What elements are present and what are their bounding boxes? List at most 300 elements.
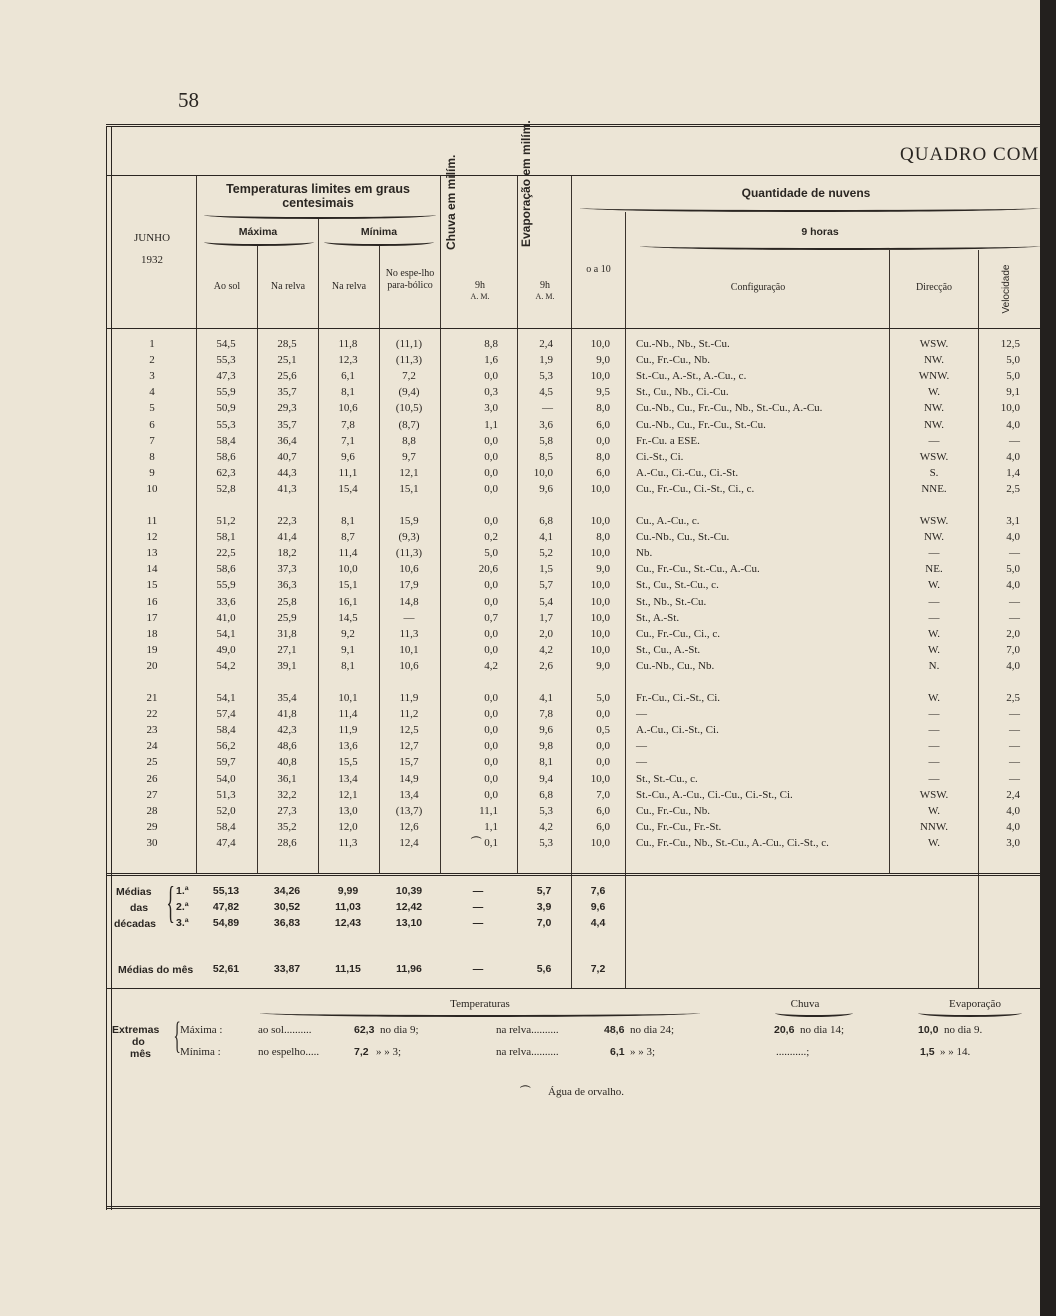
cell-esp: 14,8 xyxy=(399,595,419,608)
cell-rmax: 22,3 xyxy=(277,515,297,527)
cell-cfg: Cu.-Nb., Cu., St.-Cu. xyxy=(636,531,730,544)
medias-label-1: Médias xyxy=(116,886,152,898)
table-row xyxy=(0,740,1040,756)
month-rmax: 33,87 xyxy=(273,963,301,975)
cell-q: 6,0 xyxy=(596,804,610,817)
cell-sol: 58,4 xyxy=(216,434,236,447)
cell-dir: WSW. xyxy=(919,515,949,527)
cell-q: 10,0 xyxy=(590,482,610,495)
cell-vel: 2,5 xyxy=(1006,482,1020,495)
cell-esp: 11,3 xyxy=(399,627,419,640)
cell-q: 0,5 xyxy=(596,724,610,737)
cell-q: 8,0 xyxy=(596,402,610,415)
cell-sol: 47,4 xyxy=(216,836,236,849)
cell-esp: 12,7 xyxy=(399,740,419,753)
cell-ev: 6,8 xyxy=(539,788,553,801)
decade-esp: 10,39 xyxy=(395,885,423,897)
cell-cfg: Cu.-Nb., Cu., Nb. xyxy=(636,659,715,672)
evaporacao-brace xyxy=(918,1009,1022,1017)
month-q: 7,2 xyxy=(590,963,606,975)
espelho-heading: No espe-lho para-bólico xyxy=(385,268,435,291)
cell-vel: 3,0 xyxy=(1006,836,1020,849)
table-row xyxy=(0,402,1040,418)
cell-ev: 4,2 xyxy=(539,643,553,656)
cell-dir: NW. xyxy=(923,418,945,431)
cell-d: 24 xyxy=(146,740,158,753)
table-row xyxy=(0,869,1040,885)
cell-dir: WSW. xyxy=(919,450,949,463)
decade-row xyxy=(0,917,1040,933)
cell-rmax: 25,9 xyxy=(277,611,297,624)
cell-rmax: 36,1 xyxy=(277,772,297,785)
max-ao-sol-day: no dia 9; xyxy=(380,1024,419,1036)
cell-esp: (11,1) xyxy=(395,338,423,350)
cell-cfg: Fr.-Cu. a ESE. xyxy=(636,434,700,447)
cell-rmax: 35,7 xyxy=(277,386,297,399)
cell-dir: W. xyxy=(927,804,941,817)
cell-rmin: 8,7 xyxy=(341,531,355,544)
extremas-chuva-heading: Chuva xyxy=(790,998,820,1010)
cell-cfg: Cu., Fr.-Cu., Nb., St.-Cu., A.-Cu., Ci.-St., c. xyxy=(636,836,829,849)
extremas-maxima-label: Máxima : xyxy=(180,1024,223,1036)
cell-ch: 0,0 xyxy=(484,788,498,801)
cell-esp: (8,7) xyxy=(398,418,420,431)
cell-q: 5,0 xyxy=(596,692,610,704)
cell-sol: 58,6 xyxy=(216,450,236,463)
decade-sol: 54,89 xyxy=(212,917,240,929)
cell-ch: 0,0 xyxy=(484,466,498,479)
cell-d: 6 xyxy=(149,418,155,431)
cell-rmin: 13,4 xyxy=(338,772,358,785)
chuva-max-day: no dia 14; xyxy=(800,1024,844,1036)
cell-rmax: 28,6 xyxy=(277,836,297,849)
cell-ch: 0,0 xyxy=(484,370,498,383)
chuva-max-value: 20,6 xyxy=(774,1024,795,1036)
cell-q: 0,0 xyxy=(596,756,610,769)
cell-vel: — xyxy=(1009,611,1020,624)
cell-ev: 1,7 xyxy=(539,611,553,624)
cell-sol: 59,7 xyxy=(216,756,236,769)
decade-sol: 47,82 xyxy=(212,901,240,913)
cell-d: 22 xyxy=(146,708,158,721)
cell-dir: — xyxy=(928,547,940,560)
cell-dir: WNW. xyxy=(918,370,950,383)
cell-vel: — xyxy=(1009,708,1020,721)
cell-dir: W. xyxy=(927,643,941,656)
na-relva-max-heading: Na relva xyxy=(270,281,306,292)
cell-ev: — xyxy=(542,402,553,415)
cell-ch: 0,2 xyxy=(484,531,498,544)
extremas-brace: { xyxy=(173,1015,181,1057)
decade-rmax: 30,52 xyxy=(273,901,301,913)
cell-sol: 41,0 xyxy=(216,611,236,624)
evap-am: A. M. xyxy=(535,292,555,301)
table-row xyxy=(0,386,1040,402)
cell-q: 10,0 xyxy=(590,836,610,849)
decade-rmin: 12,43 xyxy=(334,917,362,929)
cell-ch: 0,0 xyxy=(484,756,498,769)
table-bottom-border xyxy=(106,1206,1040,1209)
medias-brace: { xyxy=(166,878,175,927)
cell-cfg: Ci.-St., Ci. xyxy=(636,450,684,463)
table-row xyxy=(0,354,1040,370)
cell-sol: — xyxy=(220,869,232,881)
cell-esp: 11,9 xyxy=(399,692,419,704)
decade-q: 7,6 xyxy=(590,885,606,897)
cell-rmax: 31,8 xyxy=(277,627,297,640)
table-row xyxy=(0,419,1040,435)
cell-esp: (11,3) xyxy=(395,354,423,367)
cell-rmax: 28,5 xyxy=(277,338,297,350)
cell-rmin: 14,5 xyxy=(338,611,358,624)
cell-ev: 4,2 xyxy=(539,820,553,833)
table-row xyxy=(0,338,1040,354)
temperature-group-heading: Temperaturas limites em graus centesimais xyxy=(226,182,410,210)
extremas-minima-label: Mínima : xyxy=(180,1046,221,1058)
max-ao-sol-value: 62,3 xyxy=(354,1024,375,1036)
cell-sol: 54,2 xyxy=(216,659,236,672)
cell-rmin: — xyxy=(342,869,354,881)
cell-q: 9,0 xyxy=(596,354,610,367)
cell-esp: 13,4 xyxy=(399,788,419,801)
cell-cfg: St., Nb., St.-Cu. xyxy=(636,595,707,608)
maxima-heading: Máxima xyxy=(238,226,278,238)
cell-q: 9,5 xyxy=(596,386,610,399)
cell-sol: 58,4 xyxy=(216,724,236,737)
cell-ev: 2,0 xyxy=(539,627,553,640)
cell-ev: 8,5 xyxy=(539,450,553,463)
cell-rmax: 42,3 xyxy=(277,724,297,737)
table-row xyxy=(0,515,1040,531)
cell-rmin: 11,4 xyxy=(338,547,358,560)
cell-q: 6,0 xyxy=(596,418,610,431)
configuracao-heading: Configuração xyxy=(730,282,786,293)
cell-cfg: Cu., Fr.-Cu., St.-Cu., A.-Cu. xyxy=(636,563,760,576)
cell-d: 1 xyxy=(149,338,155,350)
cell-rmin: 9,6 xyxy=(341,450,355,463)
cell-dir: N. xyxy=(928,659,940,672)
cell-esp: 8,8 xyxy=(402,434,416,447)
decade-row xyxy=(0,901,1040,917)
cell-dir: W. xyxy=(927,579,941,592)
cell-rmax: 35,4 xyxy=(277,692,297,704)
cell-dir: — xyxy=(928,708,940,721)
cell-sol: 49,0 xyxy=(216,643,236,656)
cell-ch: 8,8 xyxy=(484,338,498,350)
cell-dir: WSW. xyxy=(919,788,949,801)
cell-cfg: Cu.-Nb., Cu., Fr.-Cu., Nb., St.-Cu., A.-Cu. xyxy=(636,402,823,415)
decade-ch: — xyxy=(472,901,484,913)
evap-min-value: 1,5 xyxy=(920,1046,935,1058)
decade-rmax: 36,83 xyxy=(273,917,301,929)
cell-vel: 5,0 xyxy=(1006,563,1020,576)
evap-min-day: » » 14. xyxy=(940,1046,971,1058)
table-row xyxy=(0,563,1040,579)
decade-ch: — xyxy=(472,885,484,897)
cell-vel: 4,0 xyxy=(1006,804,1020,817)
cell-rmax: 36,4 xyxy=(277,434,297,447)
table-row xyxy=(0,789,1040,805)
cell-rmax: 48,6 xyxy=(277,740,297,753)
cell-esp: (9,3) xyxy=(398,531,420,544)
min-espelho-value: 7,2 xyxy=(354,1046,369,1058)
cell-sol: 54,1 xyxy=(216,627,236,640)
direccao-heading: Direcção xyxy=(915,282,953,293)
table-row xyxy=(0,612,1040,628)
cell-q: 10,0 xyxy=(590,643,610,656)
cell-dir: — xyxy=(928,611,940,624)
cell-cfg: Cu., A.-Cu., c. xyxy=(636,515,700,527)
cell-rmin: 8,1 xyxy=(341,515,355,527)
cell-dir: NW. xyxy=(923,354,945,367)
cell-rmax: 18,2 xyxy=(277,547,297,560)
nuvens-brace xyxy=(580,204,1040,212)
cell-sol: 56,2 xyxy=(216,740,236,753)
cell-sol: 57,4 xyxy=(216,708,236,721)
cell-d: 23 xyxy=(146,724,158,737)
cell-d: 16 xyxy=(146,595,158,608)
page-number: 58 xyxy=(178,88,199,112)
cell-rmin: 6,1 xyxy=(341,370,355,383)
cell-ch: 1,1 xyxy=(484,418,498,431)
book-spine xyxy=(1040,0,1056,1316)
cell-sol: 58,1 xyxy=(216,531,236,544)
cell-vel: 1,4 xyxy=(1006,466,1020,479)
cell-ch: 11,1 xyxy=(479,804,498,817)
cell-d: 15 xyxy=(146,579,158,592)
cell-cfg: — xyxy=(636,740,647,753)
cell-q: 10,0 xyxy=(590,579,610,592)
cell-d: 3 xyxy=(149,370,155,383)
cell-sol: 55,3 xyxy=(216,354,236,367)
cell-d: 7 xyxy=(149,434,155,447)
cell-rmax: 36,3 xyxy=(277,579,297,592)
cell-rmin: 11,4 xyxy=(338,708,358,721)
cell-rmax: 35,2 xyxy=(277,820,297,833)
cell-ev: 1,5 xyxy=(539,563,553,576)
month-label: JUNHO xyxy=(133,232,171,244)
cell-d: 5 xyxy=(149,402,155,415)
cell-q: 10,0 xyxy=(590,595,610,608)
table-row xyxy=(0,467,1040,483)
cell-sol: 55,9 xyxy=(216,386,236,399)
cell-vel: — xyxy=(1009,740,1020,753)
chuva-am: A. M. xyxy=(470,292,490,301)
decade-ev: 3,9 xyxy=(536,901,552,913)
cell-dir: W. xyxy=(927,836,941,849)
cell-d: 25 xyxy=(146,756,158,769)
cell-ev: 9,4 xyxy=(539,772,553,785)
medias-label-3: décadas xyxy=(114,918,157,930)
header-bottom-rule xyxy=(106,328,1040,329)
cell-ch: 1,6 xyxy=(484,354,498,367)
cell-dir: — xyxy=(928,740,940,753)
ao-sol-heading: Ao sol xyxy=(213,281,241,292)
cell-dir: — xyxy=(928,724,940,737)
cell-d: 10 xyxy=(146,482,158,495)
cell-rmin: 10,0 xyxy=(338,563,358,576)
cell-ev: 5,7 xyxy=(539,579,553,592)
decade-number: 3.ª xyxy=(176,917,189,929)
cell-q: 6,0 xyxy=(596,466,610,479)
cell-rmax: 32,2 xyxy=(277,788,297,801)
cell-vel: 3,1 xyxy=(1006,515,1020,527)
cell-d: 26 xyxy=(146,772,158,785)
cell-esp: 7,2 xyxy=(402,370,416,383)
max-ao-sol-label: ao sol.......... xyxy=(258,1024,312,1036)
cell-dir: W. xyxy=(927,692,941,704)
max-na-relva-day: no dia 24; xyxy=(630,1024,674,1036)
cell-cfg: Cu., Fr.-Cu., Fr.-St. xyxy=(636,820,722,833)
legend-text: Água de orvalho. xyxy=(548,1086,625,1098)
cell-rmax: 35,7 xyxy=(277,418,297,431)
cell-ev: 5,8 xyxy=(539,434,553,447)
temperature-brace xyxy=(204,211,436,219)
table-row xyxy=(0,773,1040,789)
cell-vel: 2,4 xyxy=(1006,788,1020,801)
chuva-hour: 9h xyxy=(475,280,485,291)
cell-rmax: 27,1 xyxy=(277,643,297,656)
cell-d: 13 xyxy=(146,547,158,560)
chuva-brace xyxy=(775,1009,853,1017)
cell-vel: — xyxy=(1009,434,1020,447)
cell-vel: 4,0 xyxy=(1006,820,1020,833)
cell-rmin: 7,8 xyxy=(341,418,355,431)
cell-rmax: 41,4 xyxy=(277,531,297,544)
temperaturas-brace xyxy=(260,1009,700,1017)
cell-vel: 5,0 xyxy=(1006,354,1020,367)
cell-d: 17 xyxy=(146,611,158,624)
table-row xyxy=(0,805,1040,821)
cell-sol: 55,3 xyxy=(216,418,236,431)
cell-d: 30 xyxy=(146,836,158,849)
nuvens-heading: Quantidade de nuvens xyxy=(741,186,871,200)
cell-rmin: 13,0 xyxy=(338,804,358,817)
cell-cfg: Cu.-Nb., Nb., St.-Cu. xyxy=(636,338,730,350)
table-row xyxy=(0,531,1040,547)
cell-d: 18 xyxy=(146,627,158,640)
cell-vel: 2,0 xyxy=(1006,627,1020,640)
max-na-relva-value: 48,6 xyxy=(604,1024,625,1036)
cell-ch: 0,0 xyxy=(484,434,498,447)
min-espelho-day: » » 3; xyxy=(376,1046,402,1058)
cell-dir: NE. xyxy=(925,563,943,576)
cell-vel: — xyxy=(1009,772,1020,785)
cell-ch: 0,0 xyxy=(484,772,498,785)
cell-esp: 15,9 xyxy=(399,515,419,527)
min-na-relva-value: 6,1 xyxy=(610,1046,625,1058)
cell-d: 8 xyxy=(149,450,155,463)
evap-max-value: 10,0 xyxy=(918,1024,939,1036)
cell-rmax: 44,3 xyxy=(277,466,297,479)
cell-dir: NNW. xyxy=(919,820,948,833)
decade-esp: 12,42 xyxy=(395,901,423,913)
cell-rmax: 37,3 xyxy=(277,563,297,576)
cell-d: 12 xyxy=(146,531,158,544)
cell-esp: 15,1 xyxy=(399,482,419,495)
table-row xyxy=(0,451,1040,467)
cell-dir: NW. xyxy=(923,531,945,544)
decade-q: 9,6 xyxy=(590,901,606,913)
cell-q: 8,0 xyxy=(596,531,610,544)
cell-ch: 20,6 xyxy=(478,563,498,576)
month-average-row xyxy=(0,963,1040,979)
table-top-border xyxy=(106,124,1040,127)
cell-rmax: — xyxy=(281,869,293,881)
cell-sol: 50,9 xyxy=(216,402,236,415)
table-row xyxy=(0,660,1040,676)
cell-esp: 9,7 xyxy=(402,450,416,463)
nove-horas-heading: 9 horas xyxy=(801,226,839,238)
table-row xyxy=(0,579,1040,595)
cell-dir: — xyxy=(928,869,940,881)
cell-esp: 14,9 xyxy=(399,772,419,785)
nove-horas-brace xyxy=(640,242,1040,250)
cell-sol: 58,6 xyxy=(216,563,236,576)
month-ch: — xyxy=(472,963,484,975)
year-label: 1932 xyxy=(141,254,163,266)
cell-sol: 51,3 xyxy=(216,788,236,801)
cell-dir: — xyxy=(928,434,940,447)
cell-rmax: 41,3 xyxy=(277,482,297,495)
cell-d: 4 xyxy=(149,386,155,399)
cell-sol: 52,8 xyxy=(216,482,236,495)
extremas-label-1: Extremas xyxy=(112,1024,160,1036)
cell-ch: 0,3 xyxy=(484,386,498,399)
cell-dir: W. xyxy=(927,386,941,399)
cell-q: 10,0 xyxy=(590,627,610,640)
cell-ch: 4,2 xyxy=(484,659,498,672)
cell-q: 6,0 xyxy=(596,820,610,833)
cell-vel: — xyxy=(1009,869,1020,881)
cell-sol: 52,0 xyxy=(216,804,236,817)
table-row xyxy=(0,628,1040,644)
cell-sol: 33,6 xyxy=(216,595,236,608)
cell-cfg: Cu.-Nb., Cu., Fr.-Cu., St.-Cu. xyxy=(636,418,766,431)
cell-vel: — xyxy=(1009,595,1020,608)
cell-vel: 4,0 xyxy=(1006,450,1020,463)
cell-q: 10,0 xyxy=(590,772,610,785)
cell-q: 10,0 xyxy=(590,338,610,350)
cell-ev: 3,6 xyxy=(539,418,553,431)
cell-ch: 0,0 xyxy=(484,515,498,527)
cell-q: 10,0 xyxy=(590,611,610,624)
cell-ev: 9,6 xyxy=(539,724,553,737)
cell-ev: 9,8 xyxy=(539,740,553,753)
decade-sol: 55,13 xyxy=(212,885,240,897)
cell-ev: 4,1 xyxy=(539,692,553,704)
month-rmin: 11,15 xyxy=(335,963,361,975)
cell-d: 2 xyxy=(149,354,155,367)
cell-rmin: 9,1 xyxy=(341,643,355,656)
cell-rmax: 40,7 xyxy=(277,450,297,463)
cell-cfg: — xyxy=(636,756,647,769)
cell-cfg: Nb. xyxy=(636,547,653,560)
cell-vel: 10,0 xyxy=(1000,402,1020,415)
cell-ev: 2,6 xyxy=(539,659,553,672)
table-row xyxy=(0,644,1040,660)
cell-esp: (13,7) xyxy=(395,804,423,817)
cell-ch: 0,7 xyxy=(484,611,498,624)
cell-vel: 2,5 xyxy=(1006,692,1020,704)
cell-cfg: St., St.-Cu., c. xyxy=(636,772,698,785)
cell-vel: 9,1 xyxy=(1006,386,1020,399)
evap-hour: 9h xyxy=(540,280,550,291)
cell-d: 9 xyxy=(149,466,155,479)
evap-max-day: no dia 9. xyxy=(944,1024,983,1036)
decade-number: 2.ª xyxy=(176,901,189,913)
cell-esp: — xyxy=(403,869,415,881)
